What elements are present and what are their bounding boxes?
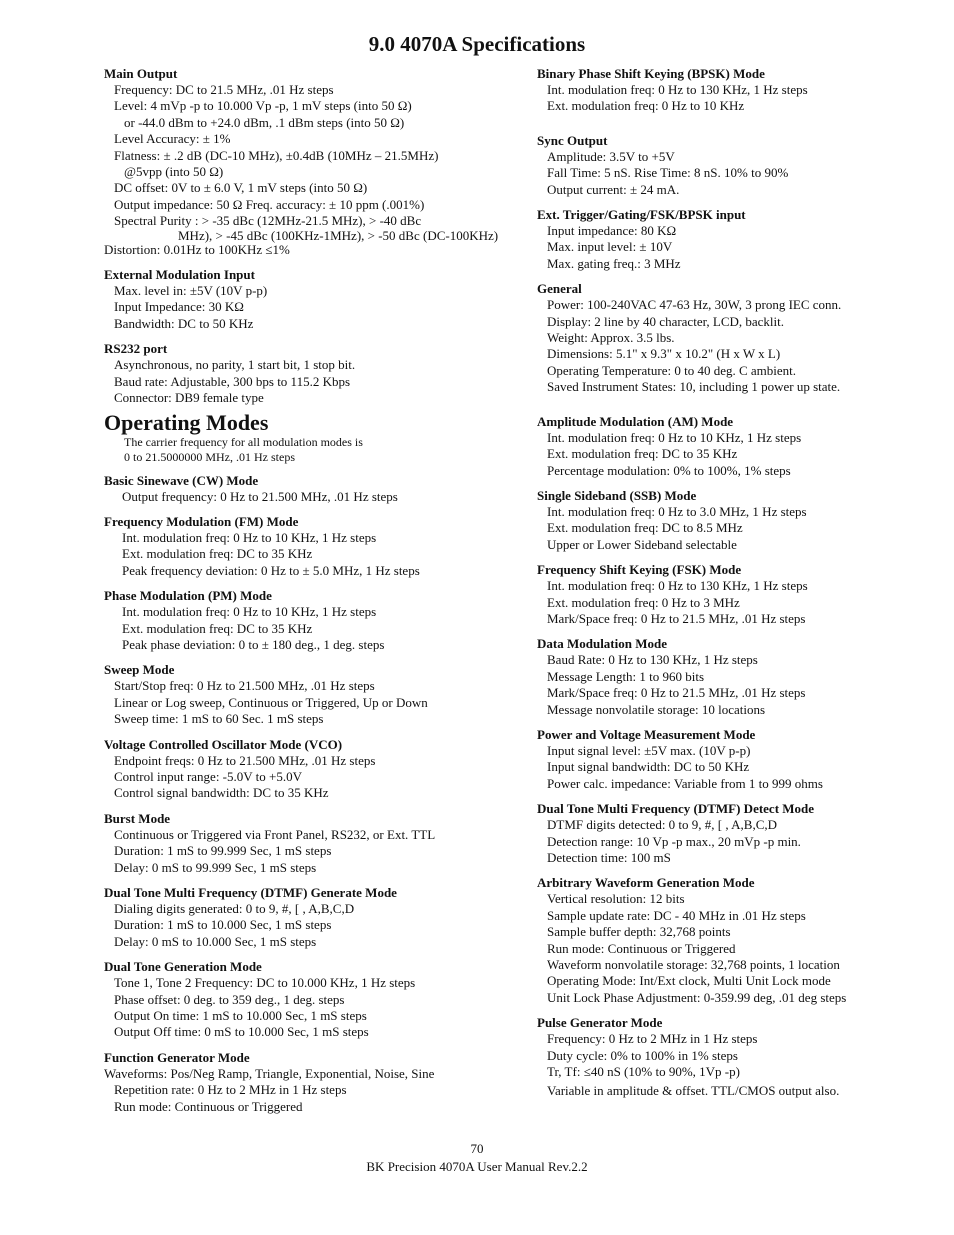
section-heading: Sweep Mode xyxy=(104,662,175,678)
spec-line: Waveform nonvolatile storage: 32,768 points, 1 location xyxy=(547,957,840,973)
spec-line: Control input range: -5.0V to +5.0V xyxy=(114,768,302,784)
fm-mode-section xyxy=(104,514,532,579)
spec-line: Output current: ± 24 mA. xyxy=(547,181,680,197)
spec-line: Vertical resolution: 12 bits xyxy=(547,891,685,907)
ext-trigger-section xyxy=(537,207,907,272)
spec-line: Run mode: Continuous or Triggered xyxy=(114,1098,303,1114)
section-heading: Dual Tone Multi Frequency (DTMF) Generate Mode xyxy=(104,885,397,900)
fsk-mode-section xyxy=(537,562,907,627)
pm-mode-section xyxy=(104,588,532,653)
spec-line: Unit Lock Phase Adjustment: 0-359.99 deg, .01 deg steps xyxy=(547,989,847,1005)
spec-line: Endpoint freqs: 0 Hz to 21.500 MHz, .01 Hz steps xyxy=(114,752,376,768)
spec-line: Input impedance: 80 KΩ xyxy=(547,223,677,239)
page-number: 70 xyxy=(470,1141,484,1156)
section-heading: Power and Voltage Measurement Mode xyxy=(537,726,756,742)
section-heading: Main Output xyxy=(104,66,178,81)
spec-line: Baud Rate: 0 Hz to 130 KHz, 1 Hz steps xyxy=(547,652,758,668)
spec-line: Max. gating freq.: 3 MHz xyxy=(547,255,681,271)
spec-line: Max. input level: ± 10V xyxy=(547,239,673,255)
spec-line: Flatness: ± .2 dB (DC-10 MHz), ±0.4dB (10MHz – 21.5MHz) xyxy=(114,147,439,163)
section-heading: Amplitude Modulation (AM) Mode xyxy=(537,413,734,429)
data-modulation-section xyxy=(537,636,907,718)
spec-line: Percentage modulation: 0% to 100%, 1% steps xyxy=(547,462,791,478)
spec-line: Operating Mode: Int/Ext clock, Multi Unit Lock mode xyxy=(547,973,831,989)
section-heading: External Modulation Input xyxy=(104,267,255,283)
main-output-section xyxy=(104,66,532,258)
spec-line: Operating Temperature: 0 to 40 deg. C ambient. xyxy=(547,362,797,378)
spec-line: Variable in amplitude & offset. TTL/CMOS output also. xyxy=(547,1083,840,1099)
spec-line: @5vpp (into 50 Ω) xyxy=(124,164,224,180)
section-heading: Ext. Trigger/Gating/FSK/BPSK input xyxy=(537,207,746,223)
spec-line: Output Off time: 0 mS to 10.000 Sec, 1 mS steps xyxy=(114,1024,369,1040)
pulse-generator-section xyxy=(537,1015,907,1100)
spec-line: DTMF digits detected: 0 to 9, #, [ , A,B,C,D xyxy=(547,817,778,833)
sweep-mode-section xyxy=(104,662,532,727)
spec-line: Power calc. impedance: Variable from 1 to 999 ohms xyxy=(547,775,823,791)
spec-line: Detection time: 100 mS xyxy=(547,850,671,865)
spec-line: Linear or Log sweep, Continuous or Triggered, Up or Down xyxy=(114,694,428,710)
spec-line: DC offset: 0V to ± 6.0 V, 1 mV steps (into 50 Ω) xyxy=(114,180,368,196)
spec-line: Input Impedance: 30 KΩ xyxy=(114,299,244,315)
burst-mode-section xyxy=(104,811,532,876)
spec-line: Ext. modulation freq: 0 Hz to 3 MHz xyxy=(547,594,740,610)
spec-line: or -44.0 dBm to +24.0 dBm, .1 dBm steps (into 50 Ω) xyxy=(124,114,405,130)
spec-line: Int. modulation freq: 0 Hz to 130 KHz, 1 Hz steps xyxy=(547,82,808,97)
operating-modes-section xyxy=(104,411,532,465)
section-heading: General xyxy=(537,281,582,297)
spec-line: Level: 4 mVp -p to 10.000 Vp -p, 1 mV steps (into 50 Ω) xyxy=(114,98,412,114)
spec-line: Spectral Purity : > -35 dBc (12MHz-21.5 MHz), > -40 dBc xyxy=(114,213,422,229)
spec-line: Start/Stop freq: 0 Hz to 21.500 MHz, .01 Hz steps xyxy=(114,678,375,694)
spec-line: Delay: 0 mS to 99.999 Sec, 1 mS steps xyxy=(114,859,317,875)
spec-line: Run mode: Continuous or Triggered xyxy=(547,940,736,956)
section-heading: Voltage Controlled Oscillator Mode (VCO) xyxy=(104,736,343,752)
section-heading: Single Sideband (SSB) Mode xyxy=(537,487,697,503)
spec-line: Detection range: 10 Vp -p max., 20 mVp -p min. xyxy=(547,833,801,849)
section-heading: Binary Phase Shift Keying (BPSK) Mode xyxy=(537,66,765,81)
spec-line: Message nonvolatile storage: 10 locations xyxy=(547,701,766,717)
left-column xyxy=(104,66,532,1124)
spec-line: Sweep time: 1 mS to 60 Sec. 1 mS steps xyxy=(114,711,324,727)
spec-line: Fall Time: 5 nS. Rise Time: 8 nS. 10% to 90% xyxy=(547,165,789,181)
spec-line: Duration: 1 mS to 10.000 Sec, 1 mS steps xyxy=(114,917,332,933)
section-heading: Arbitrary Waveform Generation Mode xyxy=(537,875,755,891)
vco-mode-section xyxy=(104,737,532,802)
manual-footer: BK Precision 4070A User Manual Rev.2.2 xyxy=(366,1159,588,1174)
spec-line: Input signal level: ±5V max. (10V p-p) xyxy=(547,742,751,758)
spec-line: Asynchronous, no parity, 1 start bit, 1 stop bit. xyxy=(114,357,356,373)
spec-line: Amplitude: 3.5V to +5V xyxy=(547,148,675,164)
spec-line: Int. modulation freq: 0 Hz to 10 KHz, 1 Hz steps xyxy=(122,529,377,545)
spec-line: Mark/Space freq: 0 Hz to 21.5 MHz, .01 Hz steps xyxy=(547,685,806,701)
spec-line: Phase offset: 0 deg. to 359 deg., 1 deg. steps xyxy=(114,991,345,1007)
spec-line: Saved Instrument States: 10, including 1 power up state. xyxy=(547,379,841,395)
section-heading: Frequency Modulation (FM) Mode xyxy=(104,513,299,529)
section-heading: Burst Mode xyxy=(104,810,171,826)
spec-line: Control signal bandwidth: DC to 35 KHz xyxy=(114,785,329,801)
spec-line: Int. modulation freq: 0 Hz to 3.0 MHz, 1 Hz steps xyxy=(547,503,807,519)
general-section xyxy=(537,281,907,395)
spec-line: Message Length: 1 to 960 bits xyxy=(547,668,705,684)
spec-line: Level Accuracy: ± 1% xyxy=(114,131,231,147)
spec-line: Duration: 1 mS to 99.999 Sec, 1 mS steps xyxy=(114,843,332,859)
section-heading: Sync Output xyxy=(537,132,608,148)
spec-line: Ext. modulation freq: DC to 8.5 MHz xyxy=(547,520,743,536)
section-heading: Basic Sinewave (CW) Mode xyxy=(104,472,259,488)
page-title: 9.0 4070A Specifications xyxy=(368,32,586,56)
note-line: The carrier frequency for all modulation modes is xyxy=(124,434,363,449)
spec-line: Output On time: 1 mS to 10.000 Sec, 1 mS steps xyxy=(114,1008,367,1024)
spec-line: Ext. modulation freq: 0 Hz to 10 KHz xyxy=(547,98,745,114)
spec-line: Output frequency: 0 Hz to 21.500 MHz, .01 Hz steps xyxy=(122,488,398,504)
cw-mode-section xyxy=(104,473,532,505)
sync-output-section xyxy=(537,133,907,198)
spec-line: Continuous or Triggered via Front Panel, RS232, or Ext. TTL xyxy=(114,826,436,842)
external-modulation-section xyxy=(104,267,532,332)
bpsk-section xyxy=(537,66,907,115)
spec-line: Sample update rate: DC - 40 MHz in .01 Hz steps xyxy=(547,907,806,923)
spec-line: Display: 2 line by 40 character, LCD, backlit. xyxy=(547,313,785,329)
dtmf-detect-section xyxy=(537,801,907,866)
spec-line: Output impedance: 50 Ω Freq. accuracy: ± 10 ppm (.001%) xyxy=(114,196,425,212)
spec-line: Sample buffer depth: 32,768 points xyxy=(547,924,731,940)
dtmf-generate-section xyxy=(104,885,532,950)
dual-tone-section xyxy=(104,959,532,1041)
spec-line: Int. modulation freq: 0 Hz to 130 KHz, 1 Hz steps xyxy=(547,578,808,594)
note-line: 0 to 21.5000000 MHz, .01 Hz steps xyxy=(124,449,295,464)
spec-line: Connector: DB9 female type xyxy=(114,390,264,406)
spec-line: Frequency: DC to 21.5 MHz, .01 Hz steps xyxy=(114,82,334,97)
spec-line: Input signal bandwidth: DC to 50 KHz xyxy=(547,759,750,775)
spec-line: Int. modulation freq: 0 Hz to 10 KHz, 1 Hz steps xyxy=(122,604,377,620)
spec-line: Peak phase deviation: 0 to ± 180 deg., 1 deg. steps xyxy=(122,636,385,652)
rs232-section xyxy=(104,341,532,406)
arb-waveform-section xyxy=(537,875,907,1006)
spec-line: Baud rate: Adjustable, 300 bps to 115.2 Kbps xyxy=(114,373,351,389)
section-heading: Dual Tone Multi Frequency (DTMF) Detect Mode xyxy=(537,801,815,817)
section-heading: Data Modulation Mode xyxy=(537,636,667,652)
spec-line: Delay: 0 mS to 10.000 Sec, 1 mS steps xyxy=(114,933,317,949)
spec-line: Weight: Approx. 3.5 lbs. xyxy=(547,330,675,346)
spec-line: Dialing digits generated: 0 to 9, #, [ , A,B,C,D xyxy=(114,901,355,916)
spec-line: Max. level in: ±5V (10V p-p) xyxy=(114,283,268,299)
ssb-mode-section xyxy=(537,488,907,553)
spec-line: MHz), > -45 dBc (100KHz-1MHz), > -50 dBc (DC-100KHz) xyxy=(178,227,499,243)
spec-line: Distortion: 0.01Hz to 100KHz ≤1% xyxy=(104,241,290,257)
spec-line: Dimensions: 5.1" x 9.3" x 10.2" (H x W x L) xyxy=(547,346,781,362)
spec-line: Repetition rate: 0 Hz to 2 MHz in 1 Hz steps xyxy=(114,1082,347,1098)
section-heading: Pulse Generator Mode xyxy=(537,1015,663,1031)
right-column xyxy=(537,66,907,1109)
section-heading: RS232 port xyxy=(104,341,168,357)
spec-line: Mark/Space freq: 0 Hz to 21.5 MHz, .01 Hz steps xyxy=(547,610,806,626)
spec-line: Bandwidth: DC to 50 KHz xyxy=(114,315,254,331)
spec-line: Power: 100-240VAC 47-63 Hz, 30W, 3 prong IEC conn. xyxy=(547,297,842,313)
operating-modes-heading: Operating Modes xyxy=(104,409,269,435)
spec-line: Ext. modulation freq: DC to 35 KHz xyxy=(122,620,313,636)
spec-line: Tr, Tf: ≤40 nS (10% to 90%, 1Vp -p) xyxy=(547,1064,740,1080)
section-heading: Phase Modulation (PM) Mode xyxy=(104,588,272,604)
spec-line: Ext. modulation freq: DC to 35 KHz xyxy=(547,446,738,462)
spec-line: Ext. modulation freq: DC to 35 KHz xyxy=(122,546,313,562)
spec-line: Tone 1, Tone 2 Frequency: DC to 10.000 KHz, 1 Hz steps xyxy=(114,975,416,991)
spec-line: Frequency: 0 Hz to 2 MHz in 1 Hz steps xyxy=(547,1031,758,1047)
power-measurement-section xyxy=(537,727,907,792)
spec-line: Peak frequency deviation: 0 Hz to ± 5.0 MHz, 1 Hz steps xyxy=(122,562,420,578)
function-generator-section xyxy=(104,1050,532,1115)
section-heading: Function Generator Mode xyxy=(104,1049,250,1065)
am-mode-section xyxy=(537,414,907,479)
spec-line: Duty cycle: 0% to 100% in 1% steps xyxy=(547,1047,738,1063)
spec-line: Int. modulation freq: 0 Hz to 10 KHz, 1 Hz steps xyxy=(547,429,802,445)
section-heading: Frequency Shift Keying (FSK) Mode xyxy=(537,562,742,578)
section-heading: Dual Tone Generation Mode xyxy=(104,959,262,975)
spec-line: Upper or Lower Sideband selectable xyxy=(547,536,737,552)
spec-line: Waveforms: Pos/Neg Ramp, Triangle, Exponential, Noise, Sine xyxy=(104,1065,435,1081)
